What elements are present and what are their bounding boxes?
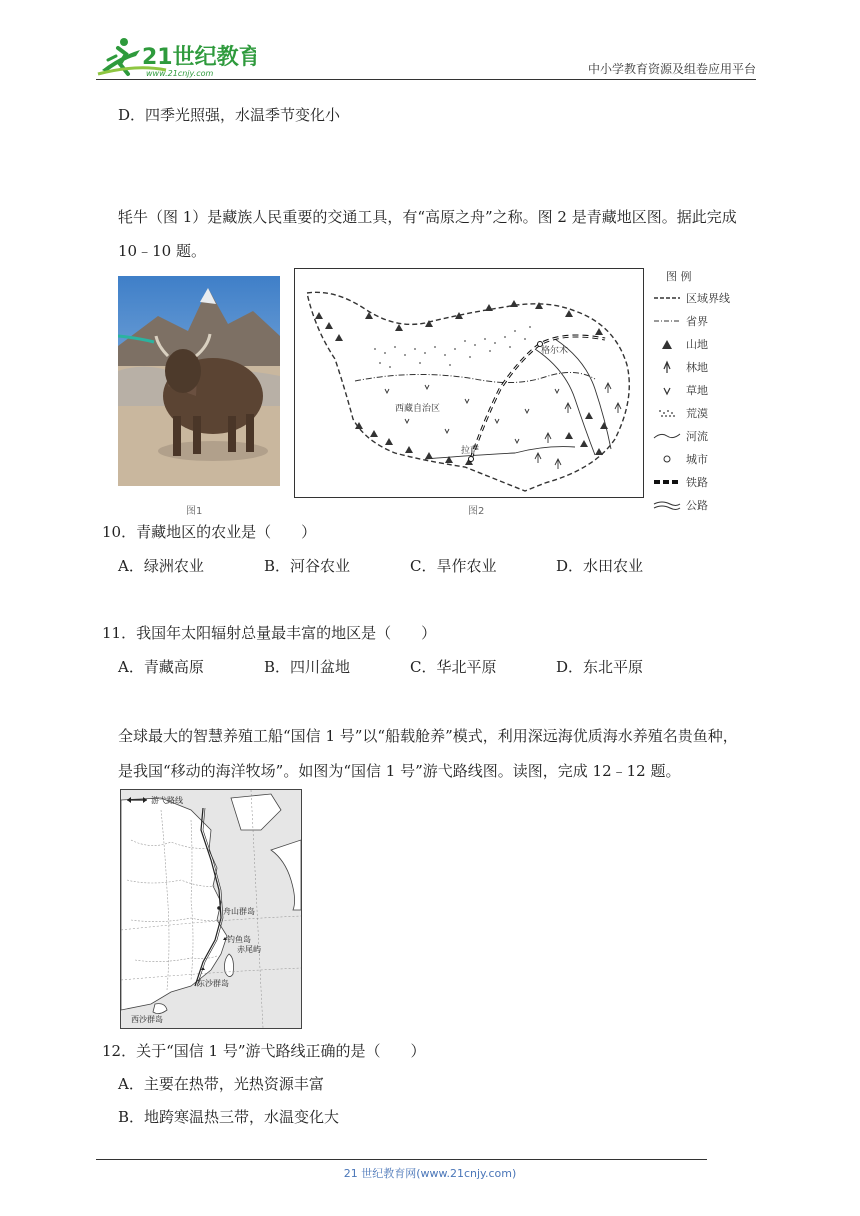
- legend-item-forest: [652, 355, 752, 378]
- label-diaoyu: 钓鱼岛: [227, 935, 251, 944]
- qinghai-tibet-map: [294, 268, 644, 498]
- header-platform-text: 中小学教育资源及组卷应用平台: [587, 62, 756, 76]
- legend-item-road: [652, 493, 752, 516]
- desert-icon: [652, 406, 682, 420]
- q10-stem: 10．青藏地区的农业是（ ）: [102, 523, 317, 541]
- q11-option-a[interactable]: A．青藏高原: [118, 658, 204, 676]
- legend-label: 林地: [686, 360, 708, 374]
- legend-item-desert: [652, 401, 752, 424]
- passage2-line1: 全球最大的智慧养殖工船“国信 1 号”以“船载舱养”模式，利用深远海优质海水养殖名贵鱼种，: [118, 727, 738, 745]
- legend-label: 区域界线: [686, 291, 730, 305]
- q11-option-d[interactable]: D．东北平原: [556, 658, 644, 676]
- legend-item-river: [652, 424, 752, 447]
- q11-options: [118, 656, 702, 678]
- logo-url: www.21cnjy.com: [146, 69, 214, 78]
- label-zhoushan: 舟山群岛: [223, 907, 255, 916]
- legend-label: 公路: [686, 498, 708, 512]
- legend-label: 河流: [686, 429, 708, 443]
- cruise-route-map: [120, 789, 302, 1029]
- river-icon: [652, 429, 682, 443]
- legend-item-province-border: [652, 309, 752, 332]
- q9-option-d: D．四季光照强，水温季节变化小: [118, 106, 341, 124]
- legend-label: 省界: [686, 314, 708, 328]
- legend-item-grassland: [652, 378, 752, 401]
- map-legend: [652, 268, 752, 516]
- passage2-line2: 是我国“移动的海洋牧场”。如图为“国信 1 号”游弋路线图。读图，完成 12﹣12 题。: [118, 762, 681, 780]
- legend-item-railway: [652, 470, 752, 493]
- label-chiwei: 赤尾屿: [237, 945, 261, 954]
- legend-label: 城市: [686, 452, 708, 466]
- runner-logo-icon: [96, 34, 256, 78]
- railway-icon: [652, 475, 682, 489]
- city-icon: [652, 452, 682, 466]
- footer-text[interactable]: 21 世纪教育网(www.21cnjy.com): [343, 1167, 517, 1180]
- legend-label: 山地: [686, 337, 708, 351]
- q10-option-d[interactable]: D．水田农业: [556, 557, 644, 575]
- city-label-geermu: 格尔木: [541, 346, 569, 356]
- forest-icon: [652, 360, 682, 374]
- figure2-caption: 图2: [468, 506, 485, 517]
- legend-label: 铁路: [686, 475, 708, 489]
- mountain-icon: [652, 337, 682, 351]
- label-dongsha: 东沙群岛: [197, 979, 229, 988]
- dash-line-icon: [652, 291, 682, 305]
- passage1-line1: 牦牛（图 1）是藏族人民重要的交通工具，有“高原之舟”之称。图 2 是青藏地区图。据此完成: [118, 208, 737, 226]
- q10-option-b[interactable]: B．河谷农业: [264, 557, 351, 575]
- legend-title: 图 例: [666, 270, 692, 283]
- legend-label: 草地: [686, 383, 708, 397]
- q12-option-a[interactable]: A．主要在热带，光热资源丰富: [118, 1075, 324, 1093]
- label-xisha: 西沙群岛: [131, 1015, 163, 1024]
- legend-item-city: [652, 447, 752, 470]
- logo-title: 21世纪教育: [142, 45, 256, 70]
- passage1-line2: 10﹣10 题。: [118, 242, 206, 260]
- q11-stem: 11．我国年太阳辐射总量最丰富的地区是（ ）: [102, 624, 437, 642]
- city-label-lasa: 拉萨: [461, 446, 480, 456]
- q10-option-c[interactable]: C．旱作农业: [410, 557, 497, 575]
- q10-options: [118, 555, 702, 577]
- q11-option-c[interactable]: C．华北平原: [410, 658, 497, 676]
- road-icon: [652, 498, 682, 512]
- figure1-caption: 图1: [186, 506, 203, 517]
- logo: [96, 34, 256, 78]
- footer-divider: [96, 1159, 707, 1160]
- legend-item-region-boundary: [652, 286, 752, 309]
- header-divider: [96, 79, 756, 80]
- yak-photo: [118, 276, 280, 486]
- region-label-xizang: 西藏自治区: [395, 404, 441, 414]
- q12-option-b[interactable]: B．地跨寒温热三带，水温变化大: [118, 1108, 340, 1126]
- route-legend-label: 游弋路线: [151, 796, 183, 805]
- q12-stem: 12．关于“国信 1 号”游弋路线正确的是（ ）: [102, 1042, 426, 1060]
- grassland-icon: [652, 383, 682, 397]
- q11-option-b[interactable]: B．四川盆地: [264, 658, 351, 676]
- legend-label: 荒漠: [686, 406, 708, 420]
- legend-item-mountain: [652, 332, 752, 355]
- q10-option-a[interactable]: A．绿洲农业: [118, 557, 204, 575]
- dash-dot-line-icon: [652, 314, 682, 328]
